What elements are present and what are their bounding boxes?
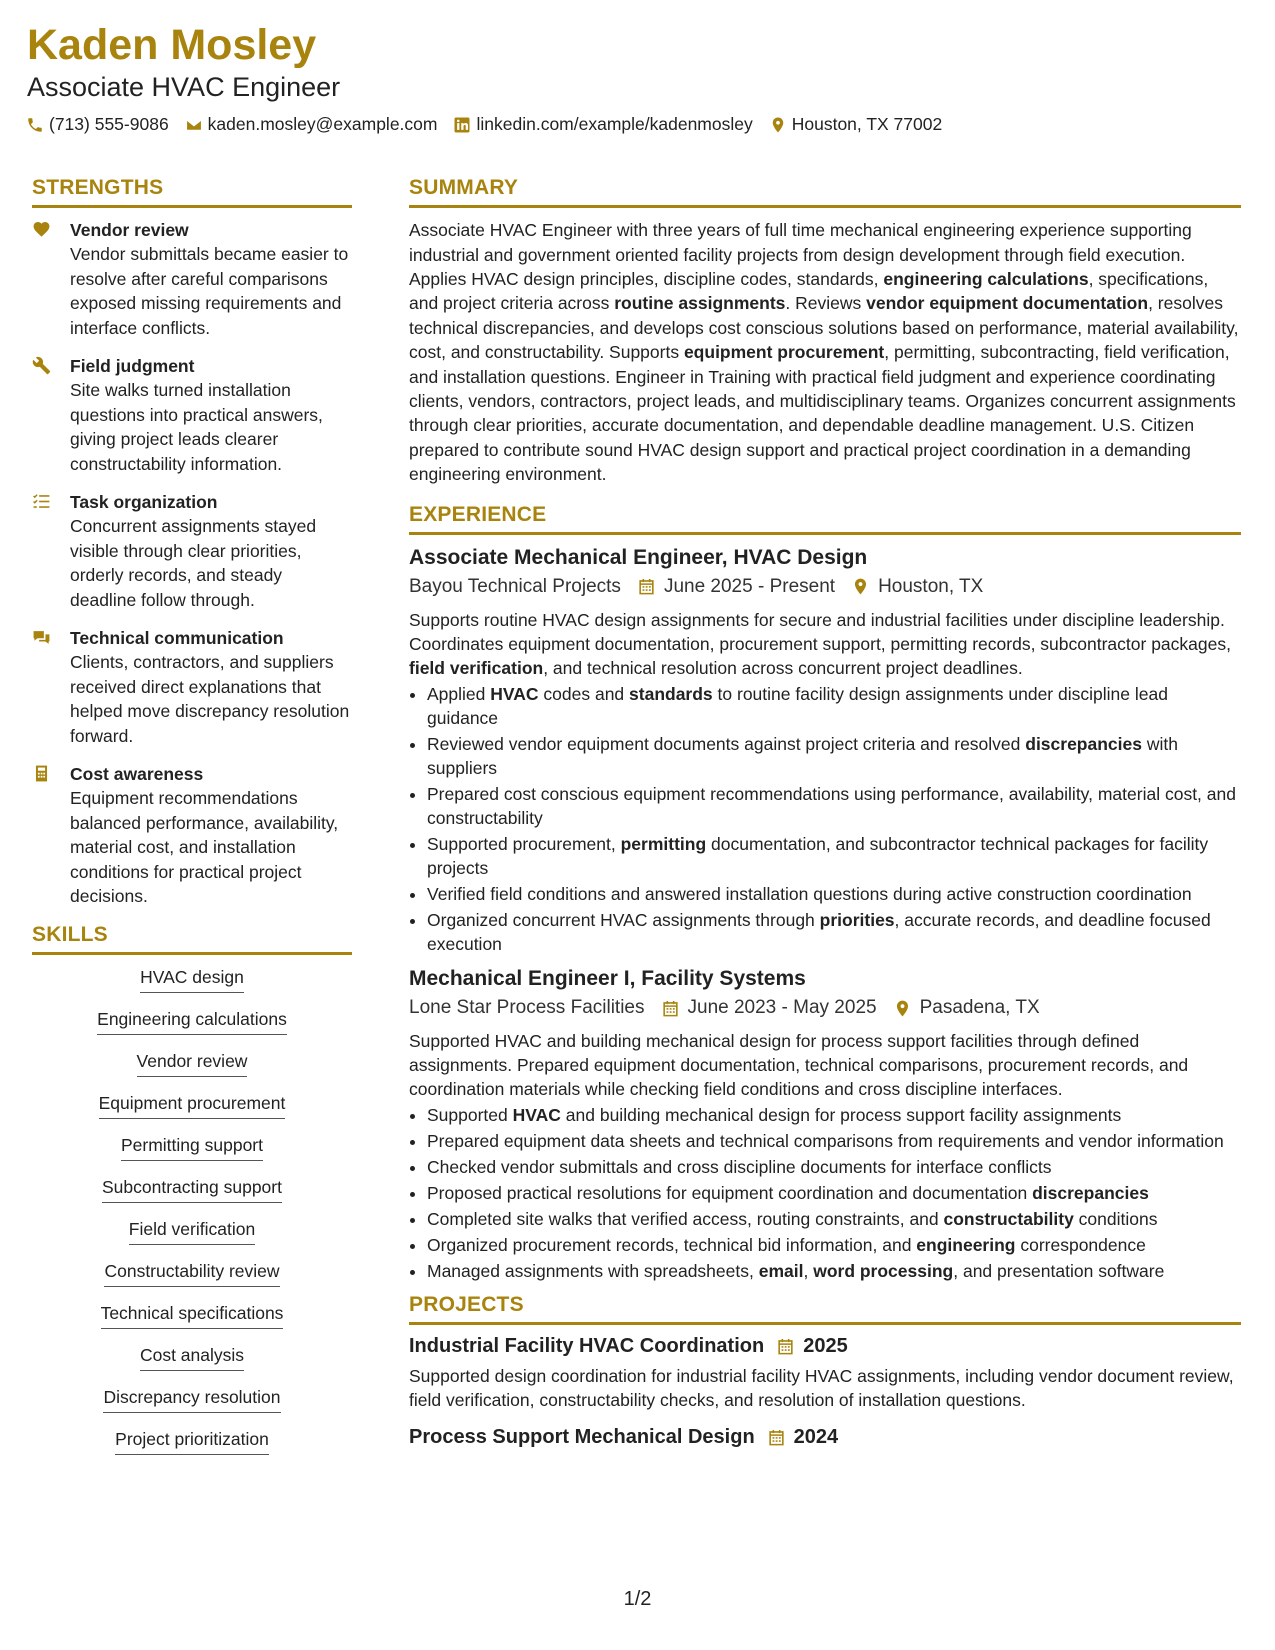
- bold-text: constructability: [943, 1209, 1074, 1230]
- strength-item: [32, 354, 352, 476]
- contact-bar: [26, 114, 942, 135]
- text-run: , resolves technical discrepancies, and develops cost conscious solutions based on performance, material availability, cost, and constructability. Supports: [409, 293, 1239, 363]
- bold-text: field verification: [409, 657, 544, 678]
- text-run: Verified field conditions and answered installation questions during active construction coordination: [427, 883, 1192, 904]
- skill-item: Vendor review: [137, 1051, 248, 1077]
- job-description: [409, 608, 1241, 680]
- text-run: , and technical resolution across concurrent project deadlines.: [543, 657, 1023, 678]
- contact-location: Houston, TX 77002: [769, 114, 942, 135]
- job-meta: [409, 997, 1241, 1019]
- text-run: Checked vendor submittals and cross discipline documents for interface conflicts: [427, 1157, 1052, 1178]
- strength-text: Concurrent assignments stayed visible through clear priorities, orderly records, and steady deadline follow through.: [70, 516, 317, 610]
- bold-text: discrepancies: [1032, 1183, 1149, 1204]
- text-run: with suppliers: [427, 733, 1178, 778]
- project-year: [767, 1426, 839, 1449]
- text-run: Associate HVAC Engineer with three years of full time mechanical engineering experience supporting industrial and government oriented facility projects from design development through field execution. Applies HVAC design principles, discipline codes, standards,: [409, 220, 1192, 289]
- bullet-item: [427, 1259, 1241, 1283]
- phone-icon: [26, 116, 44, 134]
- bullet-item: [427, 782, 1241, 830]
- bold-text: permitting: [620, 833, 707, 854]
- skill-item: Field verification: [129, 1219, 255, 1245]
- text-run: correspondence: [1015, 1235, 1146, 1256]
- location-icon: [893, 999, 912, 1018]
- calendar-icon: [637, 577, 656, 596]
- project-title: Industrial Facility HVAC Coordination: [409, 1335, 765, 1358]
- bold-text: vendor equipment documentation: [866, 293, 1149, 314]
- checklist-icon: [32, 492, 51, 511]
- text-run: conditions: [1073, 1209, 1158, 1230]
- job-dates-text: June 2025 - Present: [663, 575, 836, 597]
- text-run: Reviewed vendor equipment documents against project criteria and resolved: [427, 733, 1026, 754]
- text-run: Completed site walks that verified access, routing constraints, and: [427, 1209, 944, 1230]
- heart-icon: [32, 220, 51, 239]
- calendar-icon: [776, 1337, 795, 1356]
- bold-text: engineering: [916, 1235, 1016, 1256]
- text-run: to routine facility design assignments under discipline lead guidance: [427, 683, 1168, 728]
- skill-item: Equipment procurement: [99, 1093, 286, 1119]
- strength-item: [32, 762, 352, 909]
- experience-list: [409, 545, 1241, 1283]
- projects-heading: PROJECTS: [409, 1293, 1241, 1325]
- text-run: . Reviews: [785, 293, 867, 314]
- bullet-item: [427, 1207, 1241, 1231]
- project-title-row: [409, 1335, 1241, 1358]
- bullet-item: [427, 732, 1241, 780]
- bullet-item: [427, 1181, 1241, 1205]
- bullet-item: [427, 1233, 1241, 1257]
- text-run: documentation, and subcontractor technical packages for facility projects: [427, 833, 1209, 878]
- skill-item: Cost analysis: [140, 1345, 244, 1371]
- summary-text: [409, 218, 1241, 486]
- candidate-name: Kaden Mosley: [27, 21, 317, 69]
- text-run: Organized concurrent HVAC assignments through: [427, 909, 820, 930]
- text-run: Supports routine HVAC design assignments for secure and industrial facilities under discipline leadership. Coordinates equipment documentation, procurement support, permitting records, subcontractor packages,: [409, 609, 1231, 654]
- contact-phone[interactable]: (713) 555-9086: [26, 114, 169, 135]
- bold-text: word processing: [813, 1261, 954, 1282]
- calendar-icon: [661, 999, 680, 1018]
- project-description: Supported design coordination for industrial facility HVAC assignments, including vendor document review, field verification, constructability checks, and resolution of installation questions.: [409, 1366, 1234, 1411]
- project-year: [776, 1335, 848, 1358]
- job-meta: [409, 576, 1241, 598]
- location-icon: [851, 577, 870, 596]
- text-run: and building mechanical design for process support facility assignments: [560, 1105, 1122, 1126]
- skills-list: [32, 967, 352, 1471]
- text-run: Prepared equipment data sheets and technical comparisons from requirements and vendor information: [427, 1131, 1224, 1152]
- skill-item: Subcontracting support: [102, 1177, 282, 1203]
- text-run: Proposed practical resolutions for equipment coordination and documentation: [427, 1183, 1033, 1204]
- strength-title: Field judgment: [70, 356, 195, 377]
- strength-item: [32, 218, 352, 340]
- text-run: , and presentation software: [953, 1261, 1165, 1282]
- chat-icon: [32, 628, 51, 647]
- job-company: Lone Star Process Facilities: [409, 997, 645, 1019]
- strength-title: Technical communication: [70, 628, 284, 649]
- job-dates: [661, 997, 877, 1019]
- bold-text: routine assignments: [614, 293, 786, 314]
- job-description: [409, 1029, 1241, 1101]
- skill-item: Constructability review: [104, 1261, 279, 1287]
- text-run: Applied: [427, 683, 491, 704]
- skill-item: Engineering calculations: [97, 1009, 287, 1035]
- job-bullets: [409, 682, 1241, 956]
- text-run: Supported: [427, 1105, 513, 1126]
- bold-text: engineering calculations: [883, 268, 1089, 289]
- job-title: Mechanical Engineer I, Facility Systems: [409, 966, 806, 990]
- text-run: Supported HVAC and building mechanical design for process support facilities through defined assignments. Prepared equipment documentation, technical comparisons, procurement records, and coordination materials while checking field conditions and cross discipline interfaces.: [409, 1031, 1189, 1100]
- text-run: Supported procurement,: [427, 833, 621, 854]
- bullet-item: [427, 682, 1241, 730]
- bullet-item: [427, 908, 1241, 956]
- strength-title: Task organization: [70, 492, 218, 513]
- calculator-icon: [32, 764, 51, 783]
- strength-item: [32, 490, 352, 612]
- strength-title: Vendor review: [70, 220, 189, 241]
- text-run: , permitting, subcontracting, field verification, and installation questions. Engineer in Training with practical field judgment and experience coordinating clients, vendors, contractors, project leads, and multidisciplinary teams. Organizes concurrent assignments through clear priorities, accurate documentation, and dependable deadline management. U.S. Citizen prepared to contribute sound HVAC design support and practical project coordination in a demanding engineering environment.: [409, 342, 1236, 485]
- text-run: Organized procurement records, technical bid information, and: [427, 1235, 917, 1256]
- job-title: Associate Mechanical Engineer, HVAC Design: [409, 545, 868, 569]
- job-entry: [409, 545, 1241, 956]
- skill-item: Project prioritization: [115, 1429, 269, 1455]
- job-location: [893, 997, 1040, 1019]
- wrench-icon: [32, 356, 51, 375]
- strength-text: Equipment recommendations balanced performance, availability, material cost, and installation conditions for practical project decisions.: [70, 788, 339, 907]
- strength-text: Site walks turned installation questions into practical answers, giving project leads clearer constructability information.: [70, 380, 323, 474]
- bullet-item: [427, 1103, 1241, 1127]
- job-headline: Associate HVAC Engineer: [27, 72, 341, 102]
- contact-email[interactable]: kaden.mosley@example.com: [185, 114, 438, 135]
- skill-item: Technical specifications: [101, 1303, 284, 1329]
- strength-text: Vendor submittals became easier to resolve after careful comparisons exposed missing requirements and interface conflicts.: [70, 244, 349, 338]
- bold-text: HVAC: [512, 1105, 561, 1126]
- skills-section: [32, 923, 352, 1471]
- text-run: , specifications, and project criteria across: [409, 268, 1209, 314]
- text-run: Prepared cost conscious equipment recommendations using performance, availability, material cost, and constructability: [427, 783, 1236, 828]
- strength-item: [32, 626, 352, 748]
- job-location-text: Houston, TX: [878, 575, 984, 597]
- projects-list: [409, 1335, 1241, 1449]
- job-location: [851, 576, 983, 598]
- text-run: , accurate records, and deadline focused execution: [427, 909, 1211, 954]
- contact-linkedin[interactable]: linkedin.com/example/kadenmosley: [453, 114, 752, 135]
- strength-title: Cost awareness: [70, 764, 204, 785]
- project-year-text: 2024: [793, 1426, 839, 1449]
- summary-heading: SUMMARY: [409, 176, 1241, 208]
- job-bullets: [409, 1103, 1241, 1283]
- job-company: Bayou Technical Projects: [409, 575, 621, 597]
- bold-text: standards: [629, 683, 713, 704]
- text-run: ,: [803, 1261, 814, 1282]
- strengths-heading: STRENGTHS: [32, 176, 352, 208]
- skills-heading: SKILLS: [32, 923, 352, 955]
- job-dates: [637, 576, 835, 598]
- bold-text: email: [758, 1261, 804, 1282]
- calendar-icon: [767, 1428, 786, 1447]
- mail-icon: [185, 116, 203, 134]
- bold-text: HVAC: [490, 683, 539, 704]
- bullet-item: [427, 1155, 1241, 1179]
- bold-text: equipment procurement: [683, 342, 885, 363]
- strength-text: Clients, contractors, and suppliers received direct explanations that helped move discrepancy resolution forward.: [70, 652, 350, 746]
- skill-item: Permitting support: [121, 1135, 263, 1161]
- page-number: 1/2: [623, 1588, 652, 1610]
- bold-text: discrepancies: [1025, 733, 1142, 754]
- job-location-text: Pasadena, TX: [919, 997, 1040, 1019]
- skill-item: HVAC design: [140, 967, 244, 993]
- skill-item: Discrepancy resolution: [103, 1387, 280, 1413]
- bullet-item: [427, 1129, 1241, 1153]
- bullet-item: [427, 882, 1241, 906]
- left-column: [32, 176, 352, 1471]
- job-dates-text: June 2023 - May 2025: [687, 997, 877, 1019]
- experience-heading: EXPERIENCE: [409, 503, 1241, 535]
- location-icon: [769, 116, 787, 134]
- right-column: [409, 176, 1241, 1455]
- bold-text: priorities: [819, 909, 895, 930]
- project-title: Process Support Mechanical Design: [409, 1426, 755, 1449]
- linkedin-icon: [453, 116, 471, 134]
- project-title-row: [409, 1426, 1241, 1449]
- project-year-text: 2025: [803, 1335, 848, 1358]
- text-run: Managed assignments with spreadsheets,: [427, 1261, 759, 1282]
- job-entry: [409, 966, 1241, 1283]
- bullet-item: [427, 832, 1241, 880]
- text-run: codes and: [538, 683, 630, 704]
